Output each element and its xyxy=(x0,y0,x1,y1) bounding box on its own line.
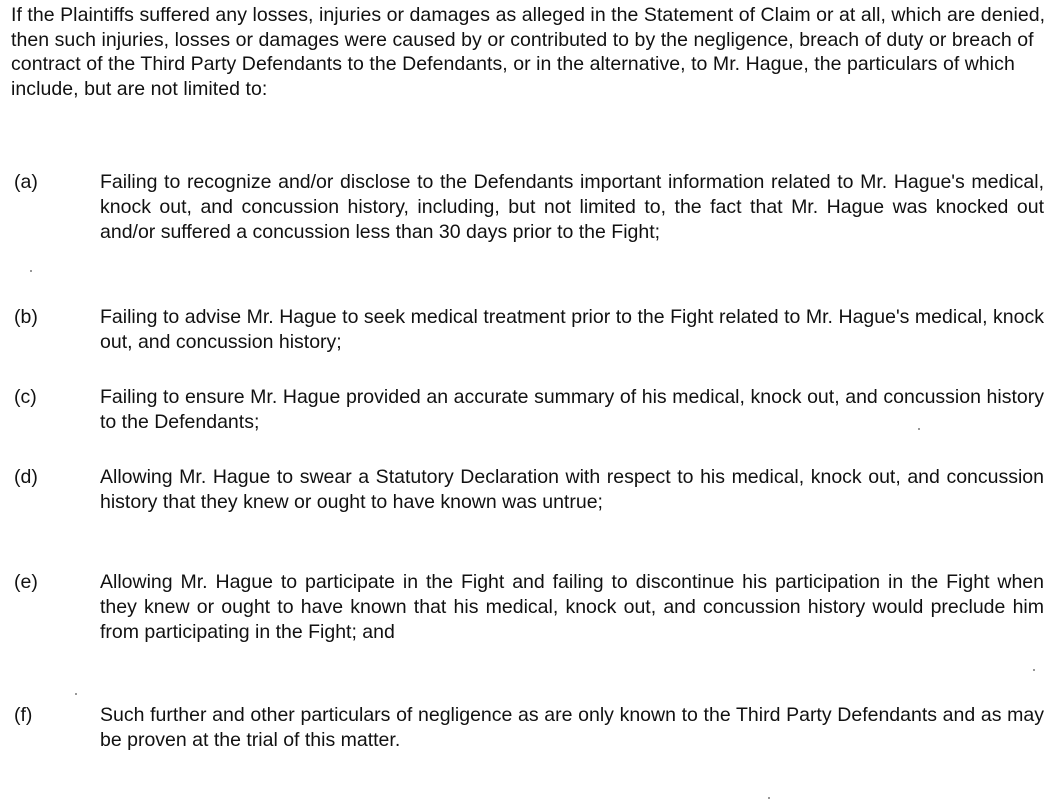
item-marker-c: (c) xyxy=(14,386,37,408)
item-marker-b: (b) xyxy=(14,306,38,328)
scan-speck xyxy=(75,693,77,695)
item-text-b: Failing to advise Mr. Hague to seek medical treatment prior to the Fight related to Mr. Hague's medical, knock out, and concussion history; xyxy=(100,306,1044,353)
scan-speck xyxy=(768,797,770,799)
item-text-d: Allowing Mr. Hague to swear a Statutory Declaration with respect to his medical, knock out, and concussion history that they knew or ought to have known was untrue; xyxy=(100,466,1044,513)
item-text-c: Failing to ensure Mr. Hague provided an accurate summary of his medical, knock out, and concussion history to the Defendants; xyxy=(100,386,1044,433)
scan-speck xyxy=(30,270,32,272)
item-text-e: Allowing Mr. Hague to participate in the Fight and failing to discontinue his participation in the Fight when they knew or ought to have known that his medical, knock out, and concussion history would preclude him from participating in the Fight; and xyxy=(100,571,1044,643)
item-marker-a: (a) xyxy=(14,171,38,193)
item-marker-f: (f) xyxy=(14,704,33,726)
item-marker-e: (e) xyxy=(14,571,38,593)
intro-paragraph: If the Plaintiffs suffered any losses, injuries or damages as alleged in the Statement of Claim or at all, which are denied, then such injuries, losses or damages were caused by or contributed to by the negligence, breach of duty or breach of contract of the Third Party Defendants to the Defendants, or in the alternative, to Mr. Hague, the particulars of which include, but are not limited to: xyxy=(11,4,1046,100)
item-text-f: Such further and other particulars of negligence as are only known to the Third Party Defendants and as may be proven at the trial of this matter. xyxy=(100,704,1044,751)
scan-speck xyxy=(1033,669,1035,671)
item-marker-d: (d) xyxy=(14,466,38,488)
item-text-a: Failing to recognize and/or disclose to the Defendants important information related to Mr. Hague's medical, knock out, and concussion history, including, but not limited to, the fact that Mr. Hague was knocked out and/or suffered a concussion less than 30 days prior to the Fight; xyxy=(100,171,1044,243)
scan-speck xyxy=(918,428,920,430)
